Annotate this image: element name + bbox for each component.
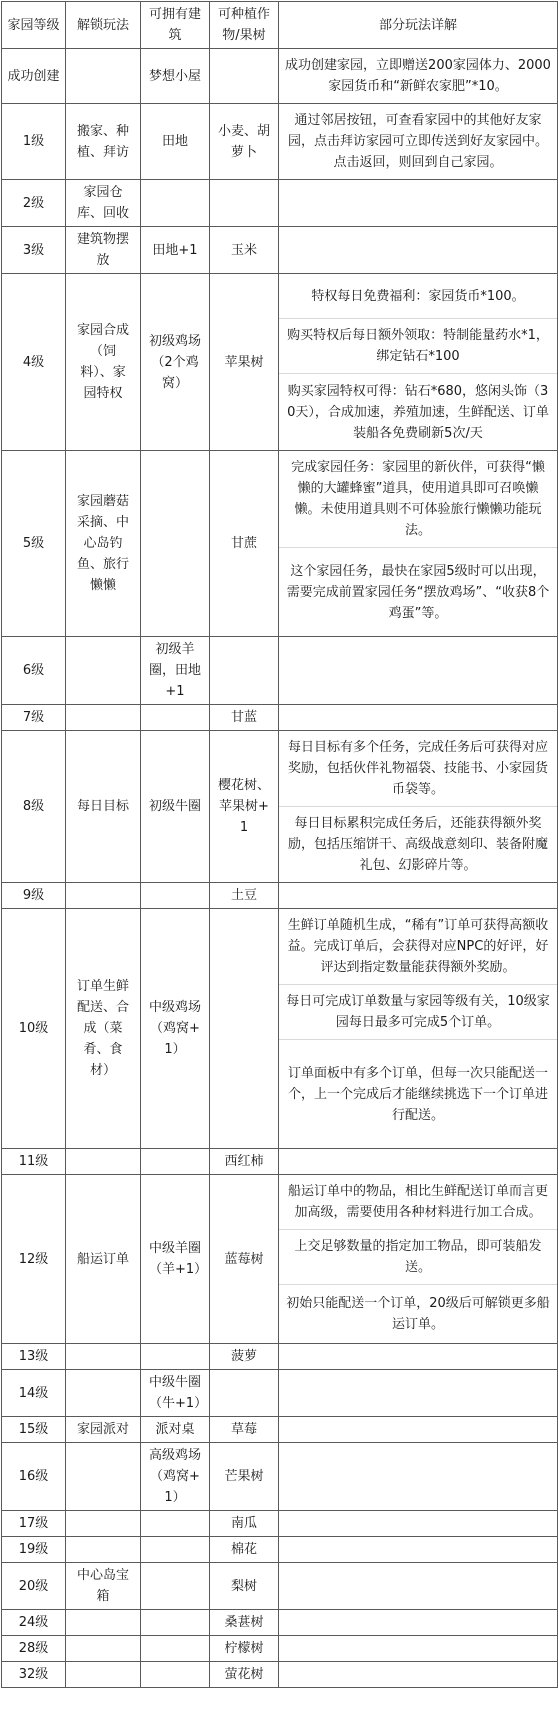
details-paragraph: 成功创建家园，立即赠送200家园体力、2000家园货币和“新鲜农家肥”*10。 — [285, 58, 551, 94]
unlock-cell — [66, 1636, 141, 1662]
unlock-cell — [66, 637, 141, 705]
table-row — [2, 1563, 558, 1610]
header-unlock: 解锁玩法 — [66, 2, 141, 49]
unlock-cell — [66, 1149, 141, 1175]
level-cell: 5级 — [2, 451, 66, 637]
crop-cell: 樱花树、苹果树+1 — [210, 731, 279, 883]
table-row — [2, 49, 558, 104]
unlock-cell — [66, 1662, 141, 1688]
details-cell — [279, 1344, 558, 1370]
crop-cell: 玉米 — [210, 227, 279, 274]
building-cell — [141, 1662, 210, 1688]
crop-cell: 萤花树 — [210, 1662, 279, 1688]
crop-cell: 西红柿 — [210, 1149, 279, 1175]
details-paragraph: 通过邻居按钮，可查看家园中的其他好友家园，点击拜访家园可立即传送到好友家园中。点击返回，则回到自己家园。 — [287, 113, 548, 170]
unlock-cell: 家园派对 — [66, 1417, 141, 1443]
header-building: 可拥有建筑 — [141, 2, 210, 49]
crop-cell — [210, 180, 279, 227]
details-cell — [279, 1443, 558, 1511]
details-cell — [279, 637, 558, 705]
crop-cell: 甘蔗 — [210, 451, 279, 637]
crop-cell: 蓝莓树 — [210, 1175, 279, 1344]
details-paragraph: 这个家园任务，最快在家园5级时可以出现，需要完成前置家园任务“摆放鸡场”、“收获8个鸡蛋”等。 — [286, 563, 550, 621]
crop-cell: 柠檬树 — [210, 1636, 279, 1662]
level-cell: 17级 — [2, 1511, 66, 1537]
unlock-cell: 建筑物摆放 — [66, 227, 141, 274]
level-cell: 6级 — [2, 637, 66, 705]
building-cell — [141, 1511, 210, 1537]
details-cell — [279, 1636, 558, 1662]
crop-cell — [210, 1370, 279, 1417]
building-cell: 梦想小屋 — [141, 49, 210, 104]
unlock-cell: 每日目标 — [66, 731, 141, 883]
level-cell: 9级 — [2, 883, 66, 909]
crop-cell — [210, 49, 279, 104]
unlock-cell: 家园仓库、回收 — [66, 180, 141, 227]
table-row — [2, 1610, 558, 1636]
header-crop: 可种植作物/果树 — [210, 2, 279, 49]
unlock-cell — [66, 1511, 141, 1537]
unlock-cell: 搬家、种植、拜访 — [66, 104, 141, 180]
crop-cell: 草莓 — [210, 1417, 279, 1443]
building-cell: 派对桌 — [141, 1417, 210, 1443]
table-row — [2, 1344, 558, 1370]
level-cell: 4级 — [2, 274, 66, 451]
level-cell: 11级 — [2, 1149, 66, 1175]
home-level-table — [1, 1, 558, 1688]
unlock-cell: 中心岛宝箱 — [66, 1563, 141, 1610]
building-cell — [141, 1149, 210, 1175]
building-cell: 初级牛圈 — [141, 731, 210, 883]
level-cell: 12级 — [2, 1175, 66, 1344]
details-cell — [279, 883, 558, 909]
details-paragraph: 生鲜订单随机生成，“稀有”订单可获得高额收益。完成订单后，会获得对应NPC的好评，好评达到指定数量能获得额外奖励。 — [279, 909, 557, 985]
unlock-cell — [66, 883, 141, 909]
table-row — [2, 1537, 558, 1563]
unlock-cell: 家园蘑菇采摘、中心岛钓鱼、旅行懒懒 — [66, 451, 141, 637]
details-paragraph: 每日目标有多个任务，完成任务后可获得对应奖励，包括伙伴礼物福袋、技能书、小家园货币袋等。 — [279, 731, 557, 807]
details-cell — [279, 705, 558, 731]
details-cell — [279, 180, 558, 227]
building-cell: 初级羊圈，田地+1 — [141, 637, 210, 705]
table-row — [2, 1443, 558, 1511]
table-row — [2, 1662, 558, 1688]
level-cell: 32级 — [2, 1662, 66, 1688]
unlock-cell: 家园合成（饲料）、家园特权 — [66, 274, 141, 451]
building-cell: 高级鸡场（鸡窝+1） — [141, 1443, 210, 1511]
building-cell — [141, 1344, 210, 1370]
unlock-cell — [66, 1610, 141, 1636]
level-cell: 14级 — [2, 1370, 66, 1417]
table-row — [2, 1511, 558, 1537]
details-paragraph: 特权每日免费福利：家园货币*100。 — [279, 274, 557, 319]
building-cell: 中级羊圈（羊+1） — [141, 1175, 210, 1344]
level-cell: 8级 — [2, 731, 66, 883]
details-cell — [279, 909, 558, 1149]
crop-cell: 桑葚树 — [210, 1610, 279, 1636]
details-cell — [279, 451, 558, 637]
table-row — [2, 731, 558, 883]
building-cell — [141, 1610, 210, 1636]
details-cell — [279, 1662, 558, 1688]
details-cell — [279, 1563, 558, 1610]
details-paragraph: 购买特权后每日额外领取：特制能量药水*1，绑定钻石*100 — [279, 319, 557, 374]
level-cell: 16级 — [2, 1443, 66, 1511]
table-row — [2, 451, 558, 637]
unlock-cell — [66, 1443, 141, 1511]
unlock-cell — [66, 1344, 141, 1370]
building-cell — [141, 1537, 210, 1563]
table-row — [2, 1636, 558, 1662]
details-cell — [279, 731, 558, 883]
details-cell — [279, 1417, 558, 1443]
table-header-row — [2, 2, 558, 49]
level-cell: 24级 — [2, 1610, 66, 1636]
level-cell: 19级 — [2, 1537, 66, 1563]
details-cell — [279, 274, 558, 451]
level-cell: 10级 — [2, 909, 66, 1149]
details-cell — [279, 49, 558, 104]
level-cell: 2级 — [2, 180, 66, 227]
level-cell: 13级 — [2, 1344, 66, 1370]
details-paragraph: 初始只能配送一个订单，20级后可解锁更多船运订单。 — [286, 1296, 550, 1332]
level-cell: 7级 — [2, 705, 66, 731]
crop-cell: 菠萝 — [210, 1344, 279, 1370]
unlock-cell: 船运订单 — [66, 1175, 141, 1344]
crop-cell: 甘蓝 — [210, 705, 279, 731]
table-row — [2, 180, 558, 227]
building-cell: 中级牛圈（牛+1） — [141, 1370, 210, 1417]
table-row — [2, 705, 558, 731]
table-row — [2, 1149, 558, 1175]
crop-cell: 小麦、胡萝卜 — [210, 104, 279, 180]
details-paragraph: 上交足够数量的指定加工物品，即可装船发送。 — [279, 1230, 557, 1285]
details-cell — [279, 1610, 558, 1636]
level-cell: 15级 — [2, 1417, 66, 1443]
building-cell: 田地 — [141, 104, 210, 180]
crop-cell: 南瓜 — [210, 1511, 279, 1537]
crop-cell: 棉花 — [210, 1537, 279, 1563]
table-row — [2, 909, 558, 1149]
crop-cell: 梨树 — [210, 1563, 279, 1610]
details-cell — [279, 1149, 558, 1175]
building-cell: 初级鸡场（2个鸡窝） — [141, 274, 210, 451]
details-cell — [279, 1175, 558, 1344]
building-cell — [141, 451, 210, 637]
details-paragraph: 每日目标累积完成任务后，还能获得额外奖励，包括压缩饼干、高级战意刻印、装备附魔礼包、幻影碎片等。 — [287, 816, 548, 873]
details-cell — [279, 1511, 558, 1537]
level-cell: 成功创建 — [2, 49, 66, 104]
building-cell — [141, 883, 210, 909]
details-paragraph: 订单面板中有多个订单，但每一次只能配送一个，上一个完成后才能继续挑选下一个订单进行配送。 — [287, 1065, 548, 1123]
crop-cell: 芒果树 — [210, 1443, 279, 1511]
details-paragraph: 每日可完成订单数量与家园等级有关，10级家园每日最多可完成5个订单。 — [279, 985, 557, 1040]
building-cell — [141, 705, 210, 731]
building-cell: 田地+1 — [141, 227, 210, 274]
unlock-cell — [66, 1537, 141, 1563]
level-cell: 20级 — [2, 1563, 66, 1610]
table-row — [2, 227, 558, 274]
table-row — [2, 1175, 558, 1344]
details-cell — [279, 1537, 558, 1563]
level-cell: 1级 — [2, 104, 66, 180]
table-row — [2, 274, 558, 451]
details-paragraph: 购买家园特权可得：钻石*680，悠闲头饰（30天），合成加速，养殖加速，生鲜配送、订单装船各免费刷新5次/天 — [287, 383, 549, 441]
unlock-cell — [66, 1370, 141, 1417]
table-row — [2, 883, 558, 909]
building-cell: 中级鸡场（鸡窝+1） — [141, 909, 210, 1149]
unlock-cell — [66, 705, 141, 731]
details-paragraph: 船运订单中的物品，相比生鲜配送订单而言更加高级，需要使用各种材料进行加工合成。 — [279, 1175, 557, 1230]
unlock-cell — [66, 49, 141, 104]
crop-cell — [210, 909, 279, 1149]
crop-cell: 土豆 — [210, 883, 279, 909]
details-cell — [279, 104, 558, 180]
unlock-cell: 订单生鲜配送、合成（菜肴、食材） — [66, 909, 141, 1149]
table-row — [2, 1370, 558, 1417]
table-row — [2, 1417, 558, 1443]
crop-cell: 苹果树 — [210, 274, 279, 451]
building-cell — [141, 180, 210, 227]
header-level: 家园等级 — [2, 2, 66, 49]
details-paragraph: 完成家园任务：家园里的新伙伴，可获得“懒懒的大罐蜂蜜”道具，使用道具即可召唤懒懒。未使用道具则不可体验旅行懒懒功能玩法。 — [279, 451, 557, 548]
table-row — [2, 637, 558, 705]
details-cell — [279, 227, 558, 274]
header-details: 部分玩法详解 — [279, 2, 558, 49]
crop-cell — [210, 637, 279, 705]
level-cell: 3级 — [2, 227, 66, 274]
building-cell — [141, 1563, 210, 1610]
table-row — [2, 104, 558, 180]
level-cell: 28级 — [2, 1636, 66, 1662]
details-cell — [279, 1370, 558, 1417]
building-cell — [141, 1636, 210, 1662]
